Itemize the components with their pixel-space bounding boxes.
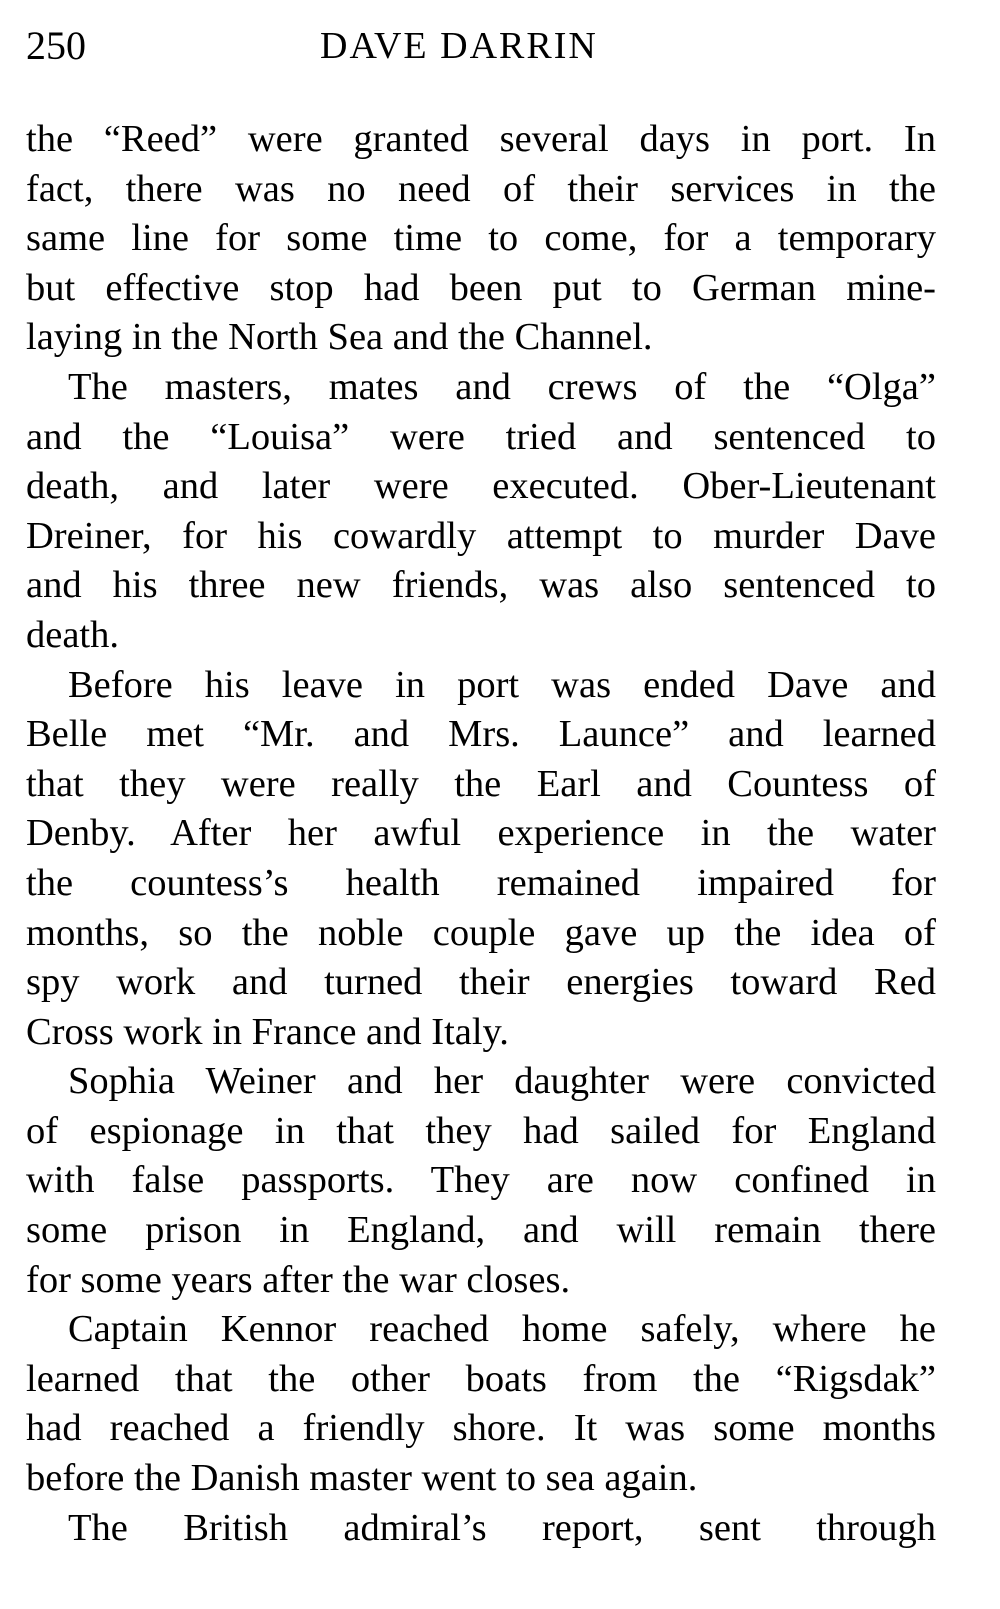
text-line: Dreiner, for his cowardly attempt to murder Dave: [26, 514, 936, 557]
text-line: the “Reed” were granted several days in port. In: [26, 118, 936, 160]
text-line: spy work and turned their energies toward Red: [26, 961, 936, 1004]
text-line: Belle met “Mr. and Mrs. Launce” and learned: [26, 713, 936, 756]
text-line: learned that the other boats from the “Rigsdak”: [26, 1357, 936, 1400]
text-line: with false passports. They are now confined in: [26, 1159, 936, 1202]
body-text: [26, 115, 936, 1553]
text-line: that they were really the Earl and Countess of: [26, 762, 936, 805]
text-line: but effective stop had been put to German mine-: [26, 266, 936, 309]
text-line: and the “Louisa” were tried and sentenced to: [26, 415, 936, 458]
text-line: of espionage in that they had sailed for England: [26, 1109, 936, 1152]
text-line: same line for some time to come, for a temporary: [26, 217, 936, 260]
text-line: The British admiral’s report, sent through: [68, 1506, 936, 1549]
text-line: death.: [26, 613, 119, 656]
text-line: some prison in England, and will remain there: [26, 1209, 936, 1252]
text-line: for some years after the war closes.: [26, 1258, 571, 1301]
text-line: death, and later were executed. Ober-Lieutenant: [26, 465, 936, 508]
text-line: Denby. After her awful experience in the water: [26, 812, 936, 855]
text-line: The masters, mates and crews of the “Olga”: [68, 365, 936, 408]
text-line: Before his leave in port was ended Dave and: [68, 663, 936, 706]
text-line: Sophia Weiner and her daughter were convicted: [68, 1060, 936, 1103]
text-line: fact, there was no need of their services in the: [26, 167, 936, 210]
text-line: before the Danish master went to sea again.: [26, 1457, 698, 1500]
running-title: DAVE DARRIN: [320, 25, 598, 67]
text-line: laying in the North Sea and the Channel.: [26, 316, 653, 359]
text-line: months, so the noble couple gave up the idea of: [26, 911, 936, 954]
page-header: [26, 12, 934, 72]
text-line: Captain Kennor reached home safely, where he: [68, 1308, 936, 1351]
text-line: had reached a friendly shore. It was some months: [26, 1407, 936, 1450]
text-line: the countess’s health remained impaired for: [26, 861, 936, 904]
text-line: Cross work in France and Italy.: [26, 1010, 509, 1053]
page-number: 250: [26, 23, 86, 68]
text-line: and his three new friends, was also sentenced to: [26, 564, 936, 607]
